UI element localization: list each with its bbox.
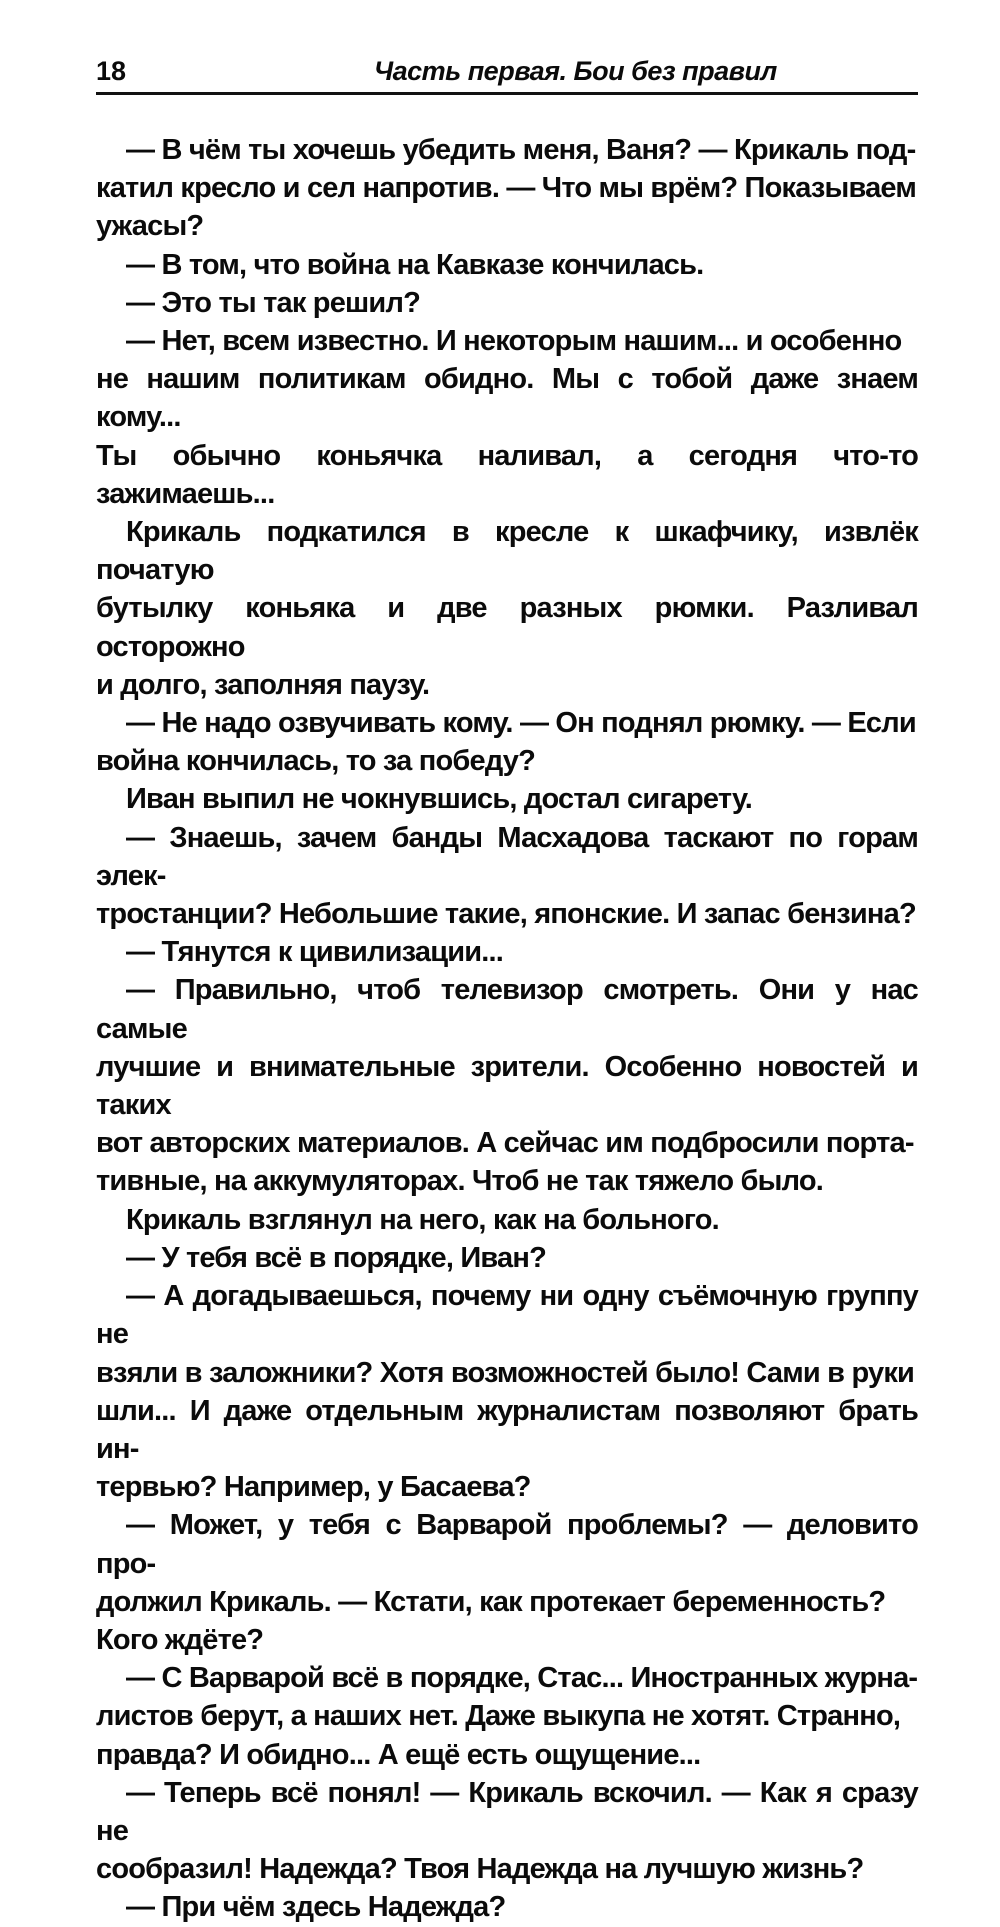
paragraph: — Знаешь, зачем банды Масхадова таскают по горам элек- тростанции? Небольшие такие, японские. И запас бензина? — [96, 821, 918, 931]
paragraph: — Это ты так решил? — [126, 286, 420, 319]
paragraph: — Тянутся к цивилизации... — [126, 936, 504, 969]
paragraph: — А догадываешься, почему ни одну съёмочную группу не взяли в заложники? Хотя возможностей было! Сами в руки шли... И даже отдельным журналистам позволяют брать ин- тервью? Например, у Басаева? — [96, 1280, 918, 1504]
paragraph: — Правильно, чтоб телевизор смотреть. Они у нас самые лучшие и внимательные зрители. Особенно новостей и таких вот авторских материалов. А сейчас им подбросили порта- тивные, на аккумуляторах. Чтоб не так тяжело было. — [96, 974, 918, 1198]
running-title: Часть первая. Бои без правил — [374, 56, 777, 86]
page-header — [96, 50, 918, 95]
paragraph: — У тебя всё в порядке, Иван? — [126, 1241, 547, 1274]
paragraph: Иван выпил не чокнувшись, достал сигарету. — [126, 783, 752, 816]
paragraph: Крикаль подкатился в кресле к шкафчику, извлёк початую бутылку коньяка и две разных рюмки. Разливал осторожно и долго, заполняя паузу. — [96, 516, 918, 701]
paragraph: — С Варварой всё в порядке, Стас... Иностранных журна- листов берут, а наших нет. Даже выкупа не хотят. Странно, правда? И обидно... А ещё есть ощущение... — [96, 1662, 918, 1771]
paragraph: — В том, что война на Кавказе кончилась. — [126, 248, 704, 281]
paragraph: — Не надо озвучивать кому. — Он поднял рюмку. — Если война кончилась, то за победу? — [96, 707, 916, 778]
page-number: 18 — [96, 56, 127, 86]
book-page — [96, 50, 918, 1927]
paragraph: — Теперь всё понял! — Крикаль вскочил. — Как я сразу не сообразил! Надежда? Твоя Надежда на лучшую жизнь? — [96, 1776, 918, 1886]
paragraph: — Нет, всем известно. И некоторым нашим... и особенно не нашим политикам обидно. Мы с тобой даже знаем кому... Ты обычно коньячка наливал, а сегодня что-то зажимаешь... — [96, 325, 918, 510]
paragraph: — При чём здесь Надежда? — [126, 1891, 506, 1924]
paragraph: Крикаль взглянул на него, как на больного. — [126, 1203, 719, 1236]
body-text — [96, 131, 918, 1927]
paragraph: — В чём ты хочешь убедить меня, Ваня? — Крикаль под- катил кресло и сел напротив. — Что мы врём? Показываем ужасы? — [96, 134, 917, 243]
paragraph: — Может, у тебя с Варварой проблемы? — деловито про- должил Крикаль. — Кстати, как протекает беременность? Кого ждёте? — [96, 1509, 918, 1656]
